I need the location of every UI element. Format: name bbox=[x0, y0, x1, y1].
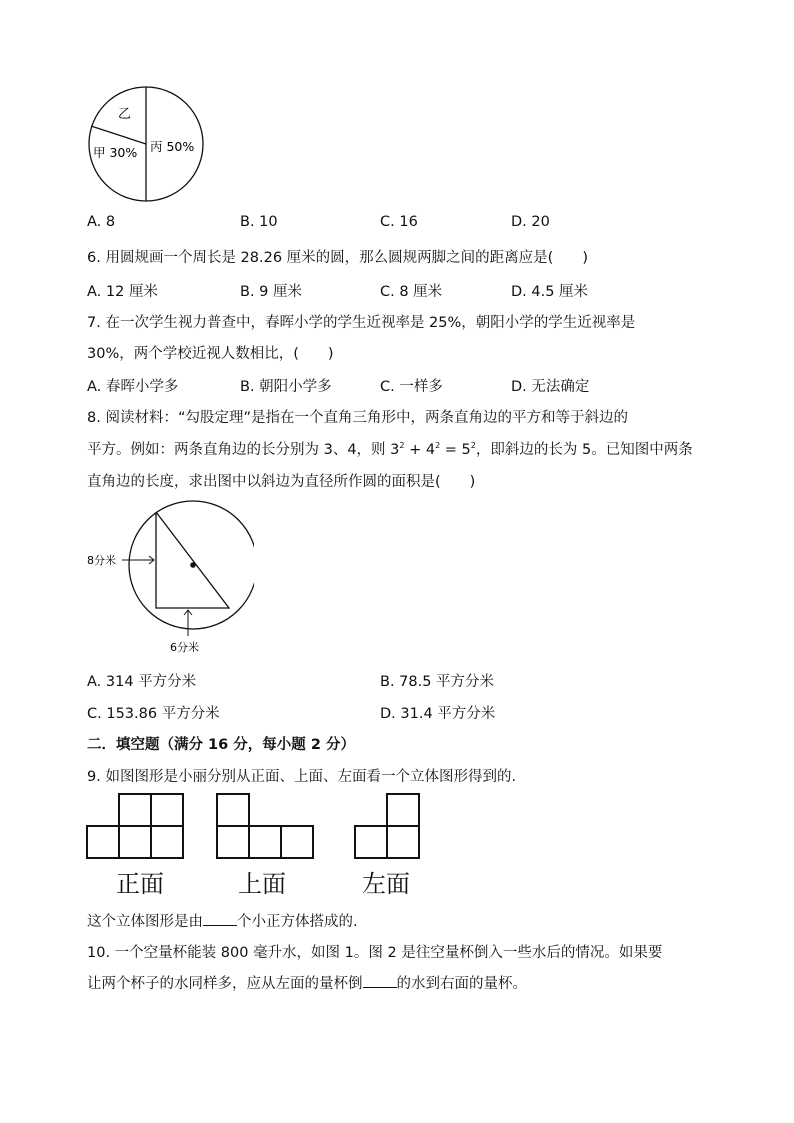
q8-option-c[interactable]: C. 153.86 平方分米 bbox=[87, 706, 220, 722]
label-6-decimeters: 6分米 bbox=[170, 641, 199, 654]
q9-stem: 9. 如图图形是小丽分别从正面、上面、左面看一个立体图形得到的. bbox=[87, 769, 517, 785]
q6-stem: 6. 用圆规画一个周长是 28.26 厘米的圆，那么圆规两脚之间的距离应是( ) bbox=[87, 250, 588, 266]
q5-option-a[interactable]: A. 8 bbox=[87, 214, 116, 230]
q7-option-a[interactable]: A. 春晖小学多 bbox=[87, 379, 179, 395]
label-top-view: 上面 bbox=[238, 870, 286, 898]
q7-option-d[interactable]: D. 无法确定 bbox=[511, 379, 590, 395]
right-triangle bbox=[156, 512, 229, 608]
top-view-figure bbox=[216, 793, 316, 861]
q8-option-a[interactable]: A. 314 平方分米 bbox=[87, 674, 197, 690]
q10-answer-blank[interactable] bbox=[363, 975, 397, 988]
q6-option-d[interactable]: D. 4.5 厘米 bbox=[511, 284, 589, 300]
q5-option-d[interactable]: D. 20 bbox=[511, 214, 550, 230]
q7-stem-line2: 30%，两个学校近视人数相比，( ) bbox=[87, 346, 334, 362]
q8-stem-line2: 平方。例如：两条直角边的长分别为 3、4，则 $3^2 + 4^2 = 5^2$，即斜边的长为 5。已知图中两条 bbox=[87, 441, 693, 458]
q8-option-b[interactable]: B. 78.5 平方分米 bbox=[380, 674, 495, 690]
pie-divider-slanted bbox=[91, 126, 146, 144]
section-heading-fill-in: 二．填空题（满分 16 分，每小题 2 分） bbox=[87, 737, 355, 753]
q7-option-b[interactable]: B. 朝阳小学多 bbox=[240, 379, 332, 395]
q6-option-c[interactable]: C. 8 厘米 bbox=[380, 284, 443, 300]
q8-stem-line3: 直角边的长度，求出图中以斜边为直径所作圆的面积是( ) bbox=[87, 474, 476, 490]
pie-label-bing: 丙 50% bbox=[150, 139, 195, 154]
label-8-decimeters: 8分米 bbox=[87, 554, 116, 567]
front-view-figure bbox=[86, 793, 186, 861]
pie-chart-figure bbox=[86, 84, 208, 206]
q10-stem-line1: 10. 一个空量杯能装 800 毫升水，如图 1。图 2 是往空量杯倒入一些水后的情况。如果要 bbox=[87, 945, 663, 961]
q9-answer-blank[interactable] bbox=[203, 913, 237, 926]
q8-option-d[interactable]: D. 31.4 平方分米 bbox=[380, 706, 496, 722]
q8-stem-line1: 8. 阅读材料：“勾股定理”是指在一个直角三角形中，两条直角边的平方和等于斜边的 bbox=[87, 410, 628, 426]
pie-label-yi: 乙 bbox=[118, 107, 132, 122]
q5-option-c[interactable]: C. 16 bbox=[380, 214, 418, 230]
q7-option-c[interactable]: C. 一样多 bbox=[380, 379, 443, 395]
q10-stem-line2: 让两个杯子的水同样多，应从左面的量杯倒 的水到右面的量杯。 bbox=[87, 976, 527, 992]
q5-option-b[interactable]: B. 10 bbox=[240, 214, 278, 230]
q7-stem-line1: 7. 在一次学生视力普查中，春晖小学的学生近视率是 25%，朝阳小学的学生近视率是 bbox=[87, 315, 636, 331]
q6-option-b[interactable]: B. 9 厘米 bbox=[240, 284, 303, 300]
left-view-figure bbox=[354, 793, 422, 861]
circle-center-dot bbox=[190, 562, 196, 568]
pie-label-jia: 甲 30% bbox=[93, 145, 138, 160]
label-left-view: 左面 bbox=[362, 870, 410, 898]
q9-answer-line: 这个立体图形是由 个小正方体搭成的. bbox=[87, 914, 358, 930]
q8-circle-triangle-figure bbox=[84, 500, 254, 660]
q6-option-a[interactable]: A. 12 厘米 bbox=[87, 284, 158, 300]
label-front-view: 正面 bbox=[116, 870, 164, 898]
